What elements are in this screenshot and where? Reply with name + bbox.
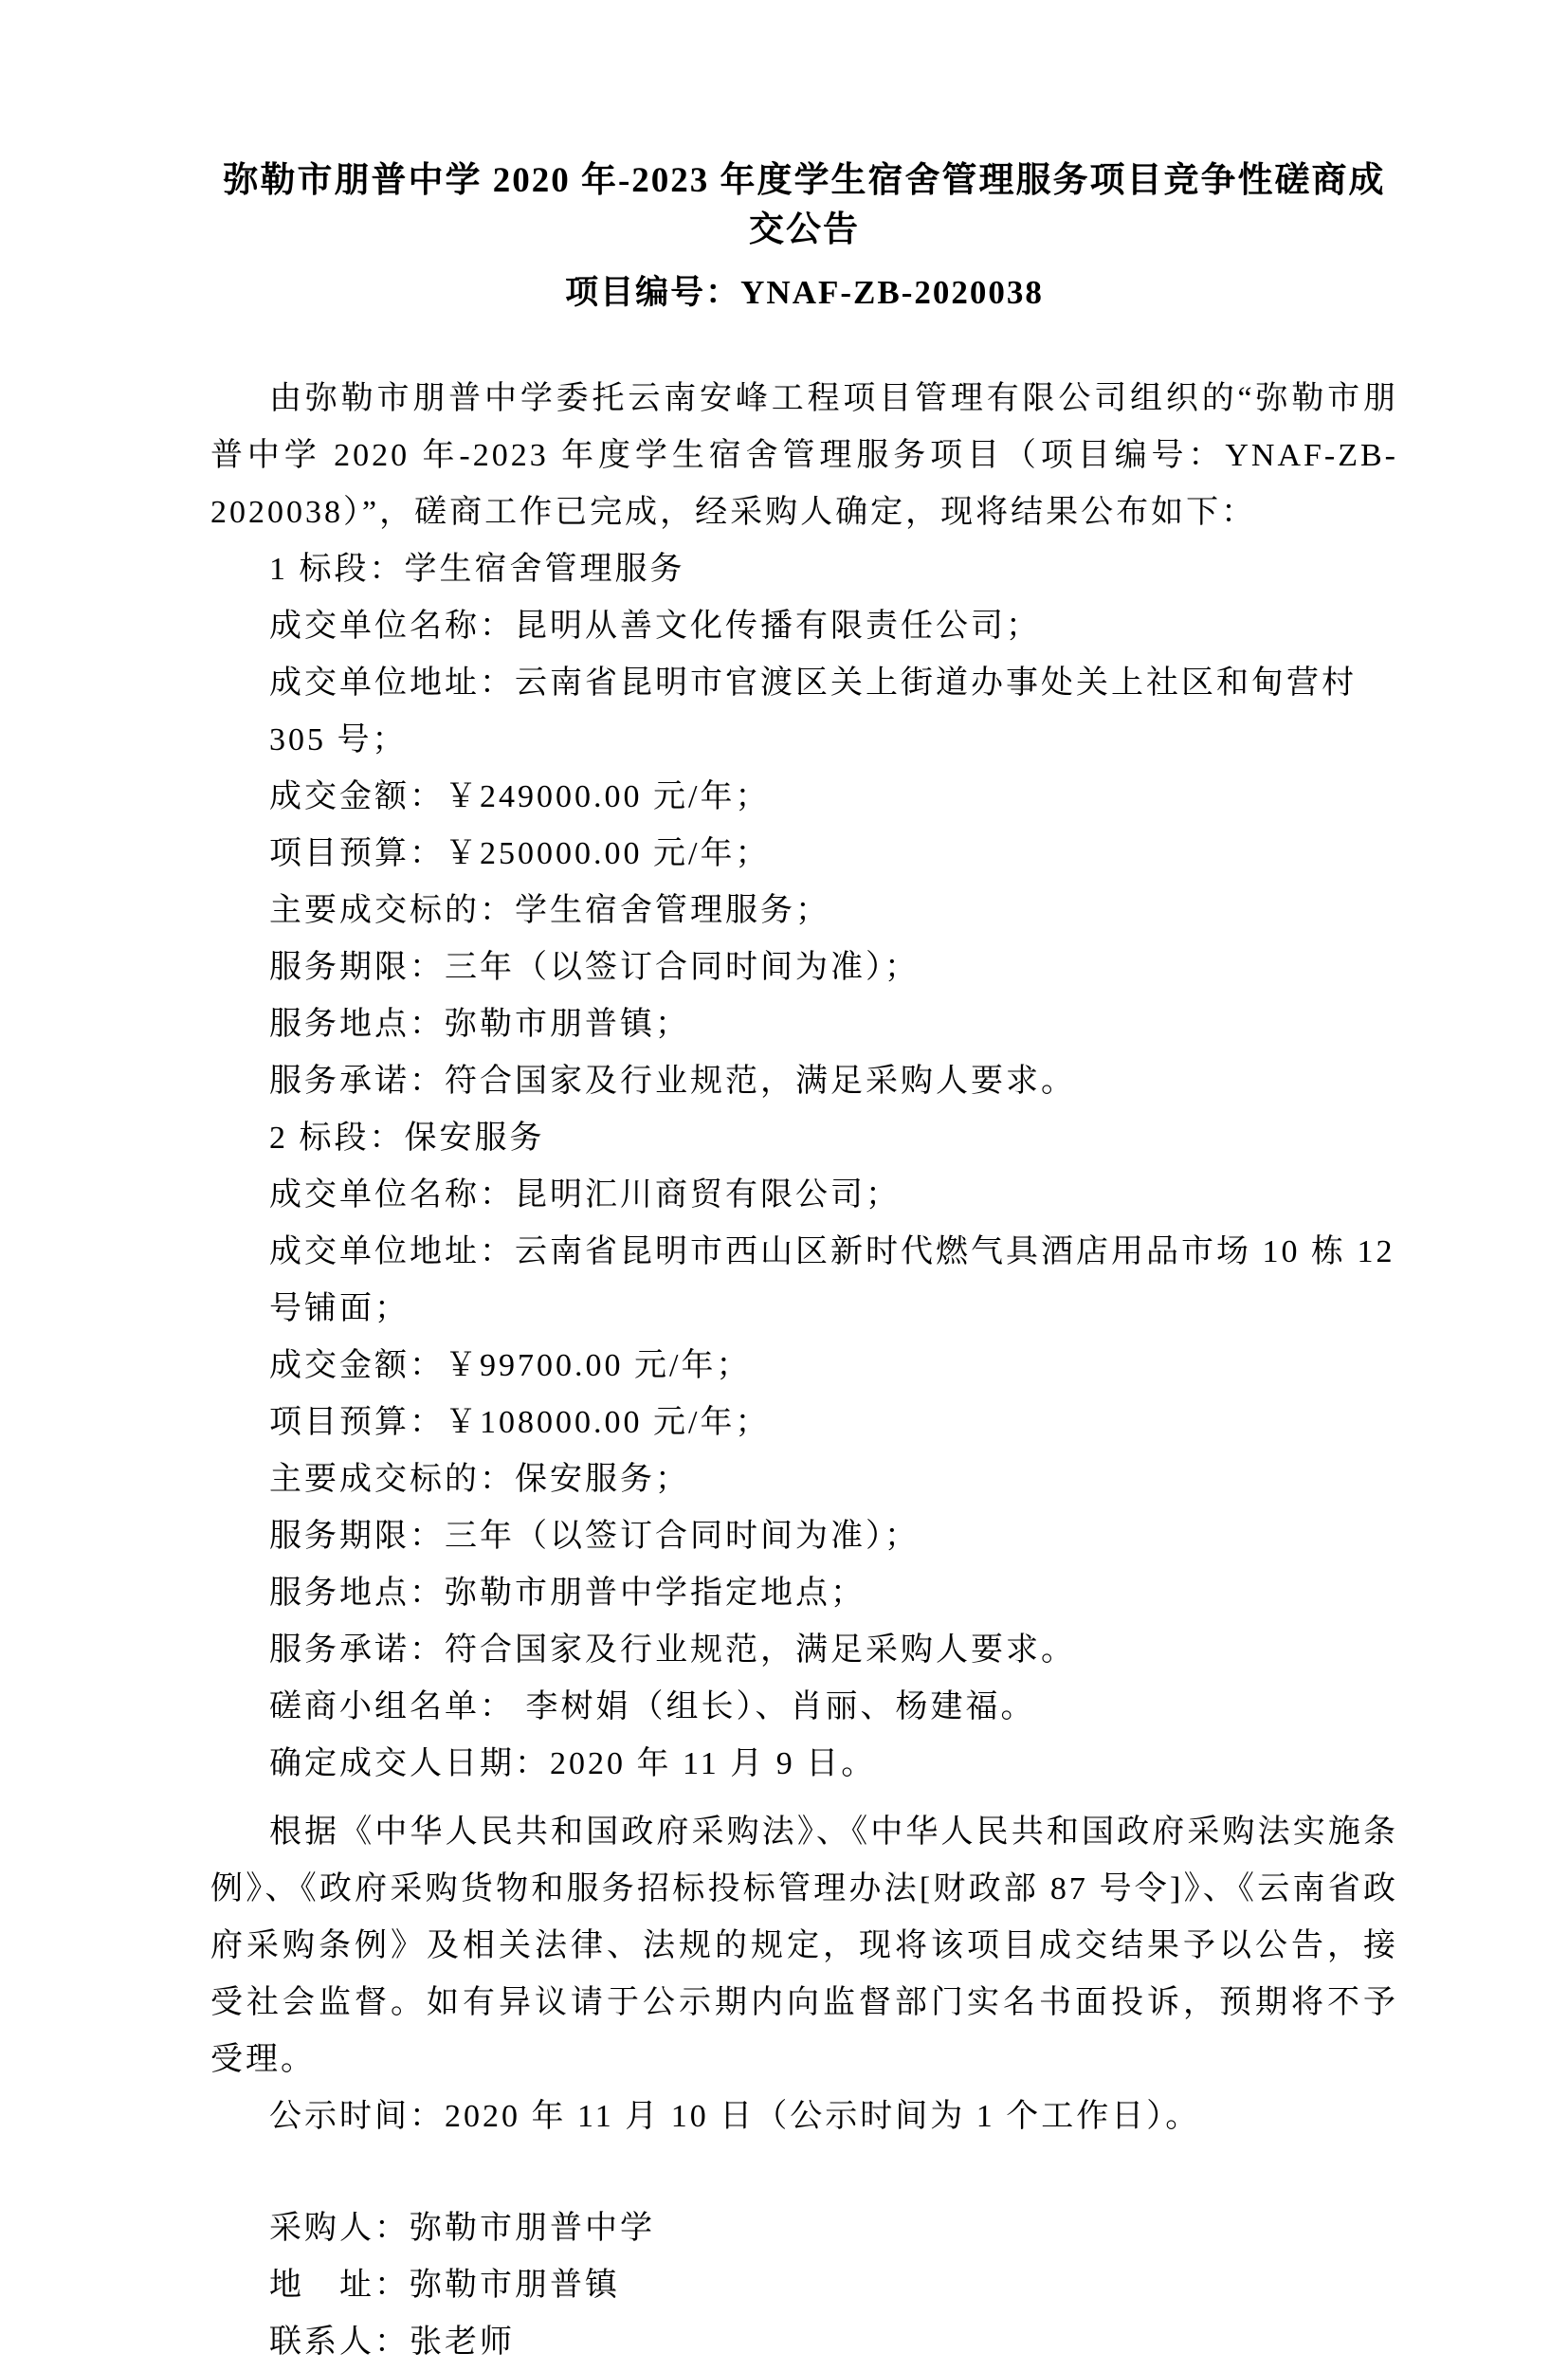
lot1-heading: 1 标段：学生宿舍管理服务: [269, 552, 685, 587]
lot1-supplier-address: 成交单位地址：云南省昆明市官渡区关上街道办事处关上社区和甸营村 305 号；: [269, 666, 1357, 757]
lot2-supplier-address: 成交单位地址：云南省昆明市西山区新时代燃气具酒店用品市场 10 栋 12 号铺面；: [269, 1234, 1395, 1326]
project-number-label: 项目编号：: [565, 274, 741, 311]
publicity-time-line: 公示时间：2020 年 11 月 10 日（公示时间为 1 个工作日）。: [269, 2099, 1201, 2134]
page-title: 弥勒市朋普中学 2020 年-2023 年度学生宿舍管理服务项目竞争性磋商成交公告: [223, 161, 1386, 249]
intro-paragraph: 由弥勒市朋普中学委托云南安峰工程项目管理有限公司组织的“弥勒市朋普中学 2020 年-2023 年度学生宿舍管理服务项目（项目编号：YNAF-ZB-2020038）”，磋商工作已完成，经采购人确定，现将结果公布如下：: [210, 381, 1398, 530]
panel-section: [210, 1679, 1398, 1793]
negotiation-team-line: 磋商小组名单： 李树娟（组长）、肖丽、杨建福。: [269, 1689, 1036, 1724]
lot2-service-commitment: 服务承诺：符合国家及行业规范，满足采购人要求。: [269, 1632, 1076, 1668]
lot1-supplier-name: 成交单位名称：昆明从善文化传播有限责任公司；: [269, 609, 1041, 644]
project-number-value: YNAF-ZB-2020038: [740, 274, 1044, 311]
lot2-heading: 2 标段：保安服务: [269, 1121, 545, 1156]
award-date-line: 确定成交人日期：2020 年 11 月 9 日。: [269, 1746, 877, 1781]
lot1-service-term: 服务期限：三年（以签订合同时间为准）；: [269, 950, 920, 985]
lot2-section: [210, 1110, 1398, 1679]
lot1-award-subject: 主要成交标的：学生宿舍管理服务；: [269, 893, 830, 928]
legal-paragraph: 根据《中华人民共和国政府采购法》、《中华人民共和国政府采购法实施条例》、《政府采购货物和服务招标投标管理办法[财政部 87 号令]》、《云南省政府采购条例》及相关法律、法规的规定，现将该项目成交结果予以公告，接受社会监督。如有异议请于公示期内向监督部门实名书面投诉，预期将不予受理。: [210, 1815, 1398, 2077]
lot2-service-location: 服务地点：弥勒市朋普中学指定地点；: [269, 1576, 866, 1611]
lot1-service-commitment: 服务承诺：符合国家及行业规范，满足采购人要求。: [269, 1064, 1076, 1099]
lot2-supplier-name: 成交单位名称：昆明汇川商贸有限公司；: [269, 1177, 901, 1213]
lot1-service-location: 服务地点：弥勒市朋普镇；: [269, 1007, 690, 1042]
footer-section: [210, 2200, 1398, 2371]
lot1-award-amount: 成交金额：￥249000.00 元/年；: [269, 779, 771, 814]
lot2-service-term: 服务期限：三年（以签订合同时间为准）；: [269, 1519, 920, 1554]
lot1-project-budget: 项目预算：￥250000.00 元/年；: [269, 836, 771, 871]
buyer-line: 采购人：弥勒市朋普中学: [269, 2211, 655, 2246]
lot2-project-budget: 项目预算：￥108000.00 元/年；: [269, 1405, 771, 1440]
project-number-line: [210, 268, 1398, 318]
lot2-award-amount: 成交金额：￥99700.00 元/年；: [269, 1348, 752, 1383]
lot2-award-subject: 主要成交标的：保安服务；: [269, 1462, 690, 1497]
contact-line: 联系人：张老师: [269, 2325, 515, 2360]
address-line: 地 址：弥勒市朋普镇: [269, 2268, 620, 2303]
lot1-section: [210, 541, 1398, 1110]
document-header: [210, 156, 1398, 318]
